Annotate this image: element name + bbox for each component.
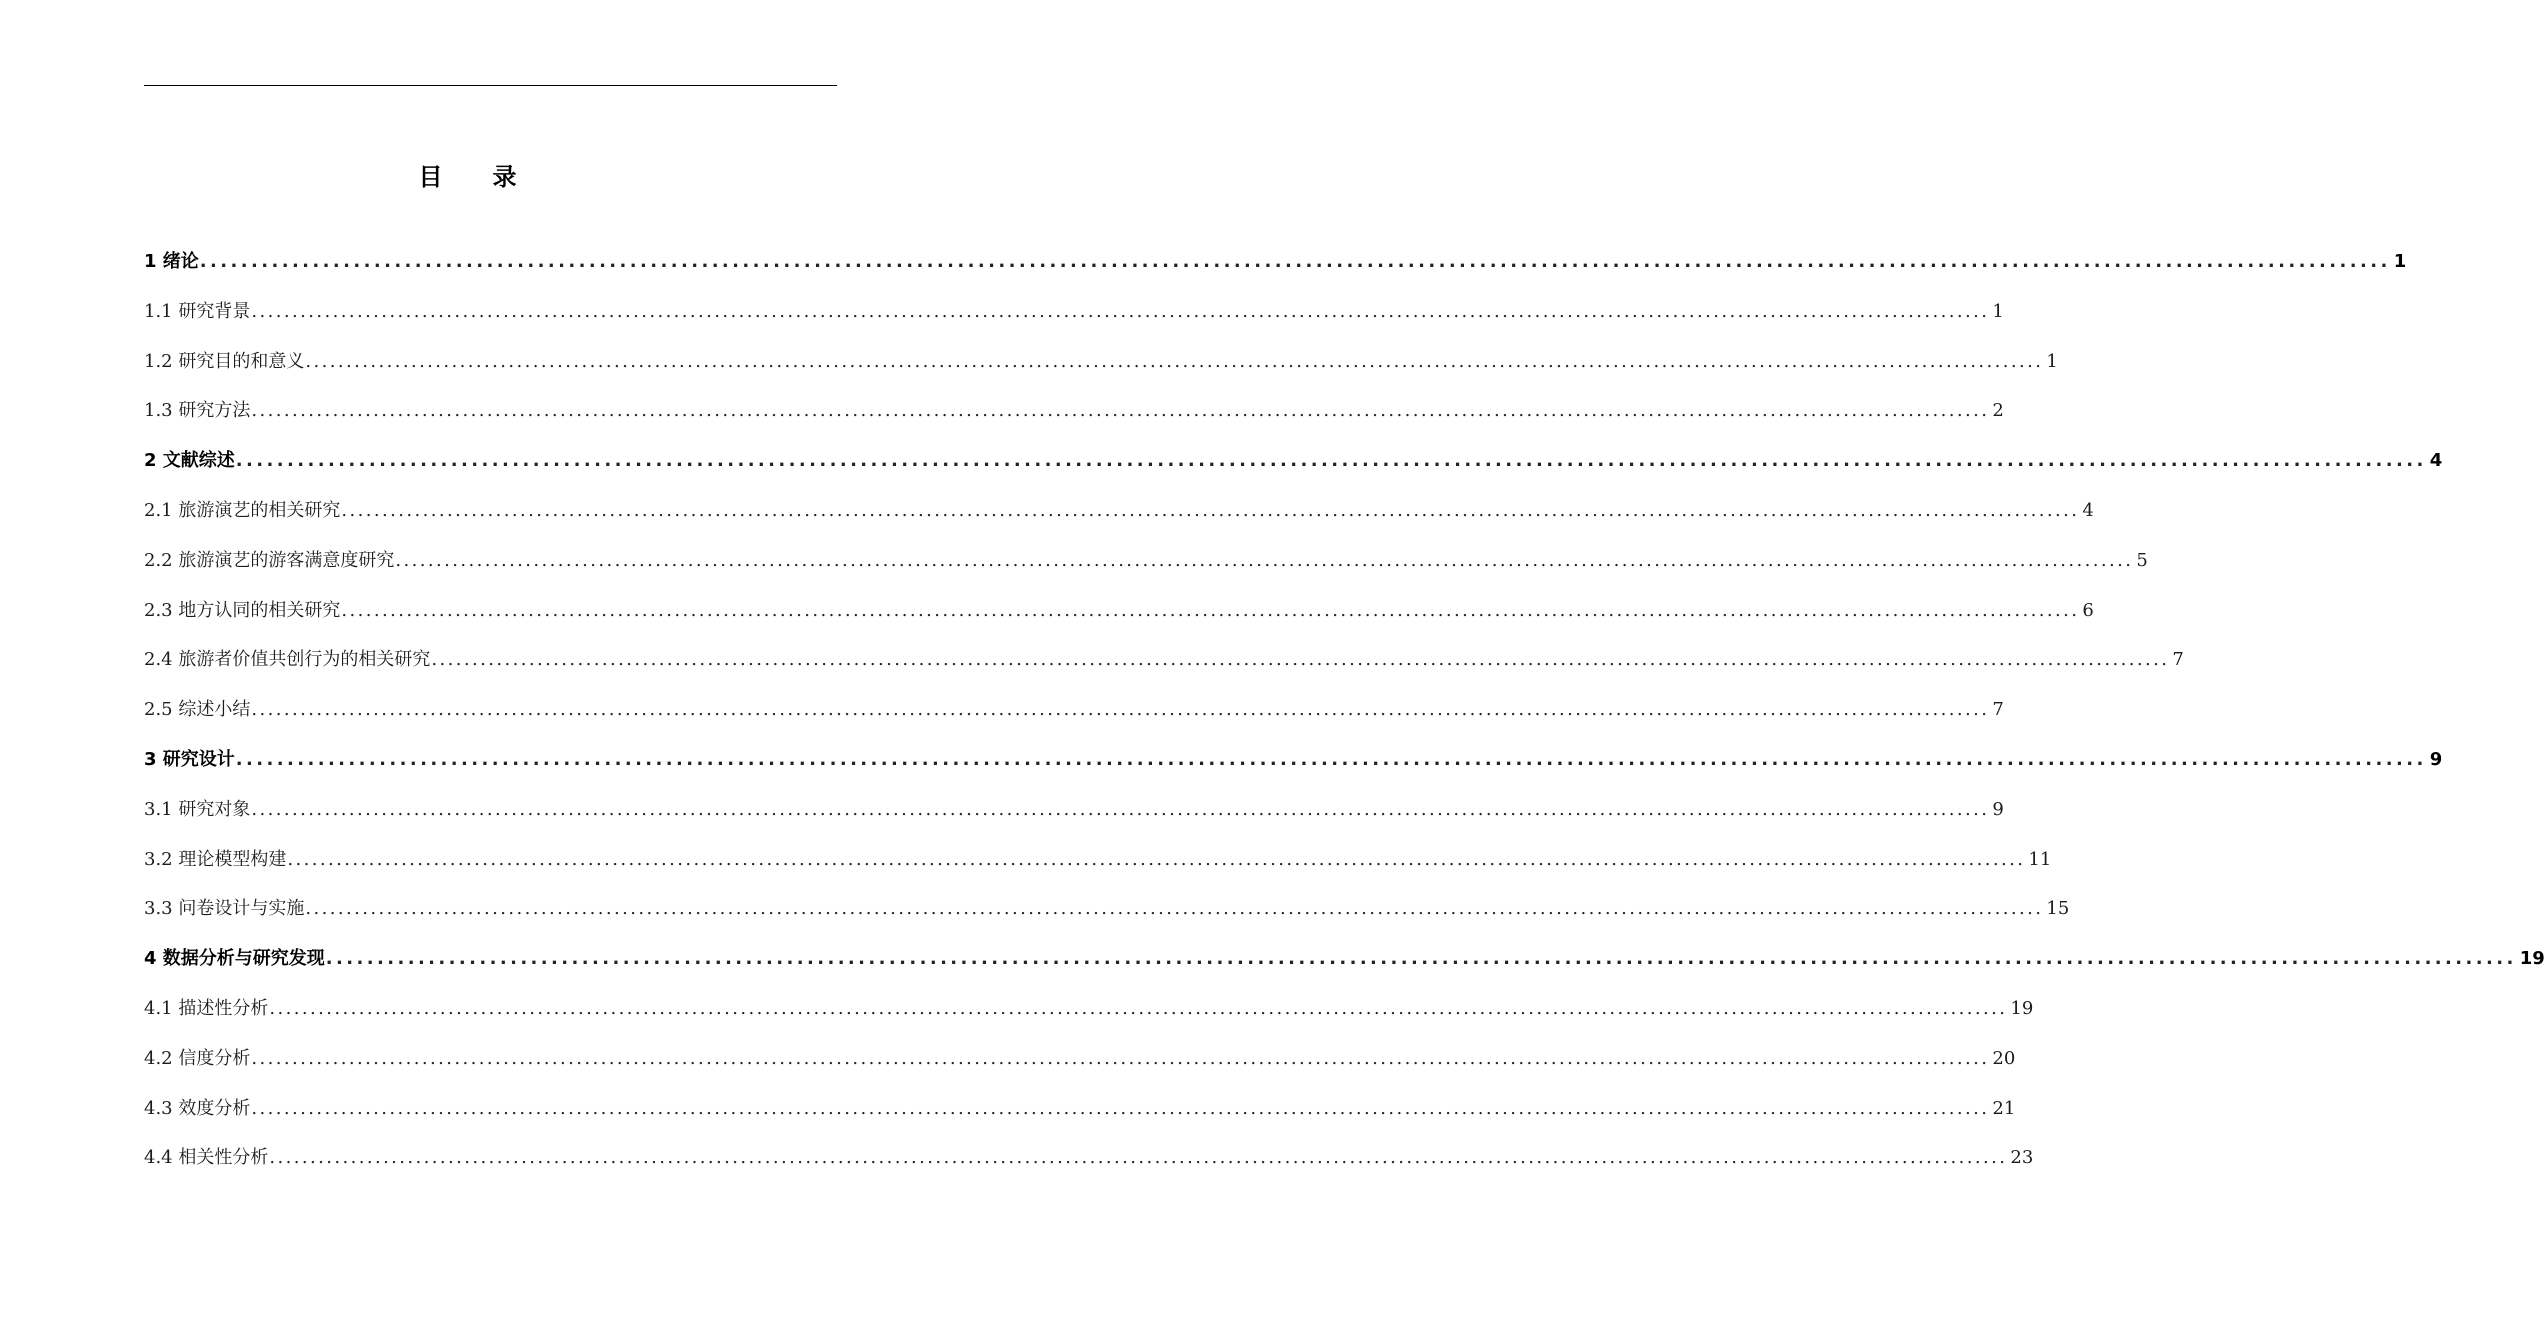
- toc-entry-page-number: 5: [2136, 549, 2148, 571]
- toc-entry-page-number: 20: [1992, 1047, 2016, 1069]
- toc-entry[interactable]: [144, 643, 2184, 693]
- toc-dot-leader: ......................................................................................................................................................................................................................: [431, 649, 2170, 671]
- toc-entry[interactable]: [144, 345, 2058, 395]
- toc-entry-page-number: 23: [2010, 1147, 2034, 1169]
- toc-entry[interactable]: [144, 295, 2004, 345]
- toc-entry-page-number: 15: [2046, 898, 2070, 920]
- toc-entry-label: 2.5 综述小结: [144, 699, 251, 721]
- toc-entry-label: 4.1 描述性分析: [144, 997, 269, 1019]
- toc-entry-label: 3.3 问卷设计与实施: [144, 898, 305, 920]
- toc-entry-label: 3.1 研究对象: [144, 798, 251, 820]
- toc-entry[interactable]: [144, 1092, 2016, 1142]
- toc-entry[interactable]: [144, 444, 2443, 494]
- toc-entry-page-number: 7: [1992, 699, 2004, 721]
- toc-entry-label: 4.4 相关性分析: [144, 1147, 269, 1169]
- toc-entry-page-number: 19: [2519, 948, 2545, 970]
- toc-dot-leader: ......................................................................................................................................................................................................................: [235, 748, 2427, 770]
- toc-entry[interactable]: [144, 245, 2407, 295]
- toc-entry[interactable]: [144, 942, 2545, 992]
- toc-dot-leader: ......................................................................................................................................................................................................................: [251, 699, 1990, 721]
- toc-dot-leader: ......................................................................................................................................................................................................................: [395, 549, 2134, 571]
- toc-entry-label: 1.2 研究目的和意义: [144, 350, 305, 372]
- toc-entry[interactable]: [144, 494, 2094, 544]
- toc-dot-leader: ......................................................................................................................................................................................................................: [305, 350, 2044, 372]
- toc-entry-label: 2.3 地方认同的相关研究: [144, 599, 341, 621]
- toc-entry[interactable]: [144, 544, 2148, 594]
- toc-dot-leader: ......................................................................................................................................................................................................................: [325, 948, 2517, 970]
- toc-entry-label: 3 研究设计: [144, 748, 235, 770]
- toc-entry[interactable]: [144, 1141, 2034, 1191]
- toc-entry-label: 4 数据分析与研究发现: [144, 948, 325, 970]
- toc-dot-leader: ......................................................................................................................................................................................................................: [251, 300, 1990, 322]
- toc-entry[interactable]: [144, 992, 2034, 1042]
- toc-dot-leader: ......................................................................................................................................................................................................................: [269, 997, 2008, 1019]
- toc-entry-page-number: 9: [1992, 798, 2004, 820]
- toc-entry-page-number: 21: [1992, 1097, 2016, 1119]
- toc-entry-page-number: 1: [1992, 300, 2004, 322]
- toc-entry-page-number: 4: [2429, 450, 2443, 472]
- toc-entry-label: 4.2 信度分析: [144, 1047, 251, 1069]
- toc-entry-label: 1.3 研究方法: [144, 400, 251, 422]
- toc-entry-label: 2.1 旅游演艺的相关研究: [144, 499, 341, 521]
- toc-entry[interactable]: [144, 843, 2052, 893]
- toc-entry-page-number: 4: [2082, 499, 2094, 521]
- toc-entry-label: 1 绪论: [144, 251, 199, 272]
- toc-entry[interactable]: [144, 394, 2004, 444]
- toc-entry-page-number: 1: [2046, 350, 2058, 372]
- toc-entry[interactable]: [144, 892, 2070, 942]
- toc-entry-label: 2.2 旅游演艺的游客满意度研究: [144, 549, 395, 571]
- header-rule: [144, 85, 837, 86]
- toc-title: 目录: [418, 163, 567, 191]
- toc-dot-leader: ......................................................................................................................................................................................................................: [251, 400, 1990, 422]
- toc-entry-page-number: 2: [1992, 400, 2004, 422]
- toc-entry-label: 2 文献综述: [144, 450, 235, 472]
- toc-dot-leader: ......................................................................................................................................................................................................................: [251, 1097, 1990, 1119]
- toc-entry-page-number: 1: [2393, 251, 2407, 272]
- toc-dot-leader: ......................................................................................................................................................................................................................: [341, 599, 2080, 621]
- toc-dot-leader: ......................................................................................................................................................................................................................: [287, 848, 2026, 870]
- toc-entry[interactable]: [144, 693, 2004, 743]
- toc-entry-label: 4.3 效度分析: [144, 1097, 251, 1119]
- toc-entry-page-number: 19: [2010, 997, 2034, 1019]
- toc-entry-page-number: 11: [2028, 848, 2052, 870]
- toc-entry[interactable]: [144, 594, 2094, 644]
- toc-dot-leader: ......................................................................................................................................................................................................................: [341, 499, 2080, 521]
- toc-dot-leader: ......................................................................................................................................................................................................................: [251, 798, 1990, 820]
- toc-entry[interactable]: [144, 1042, 2016, 1092]
- toc-entry-page-number: 9: [2429, 748, 2443, 770]
- toc-entry[interactable]: [144, 793, 2004, 843]
- toc-entry[interactable]: [144, 743, 2443, 793]
- toc-dot-leader: ......................................................................................................................................................................................................................: [199, 251, 2391, 272]
- toc-entry-page-number: 6: [2082, 599, 2094, 621]
- toc-entry-label: 1.1 研究背景: [144, 300, 251, 322]
- toc-entry-page-number: 7: [2172, 649, 2184, 671]
- toc-entry-label: 2.4 旅游者价值共创行为的相关研究: [144, 649, 431, 671]
- toc-dot-leader: ......................................................................................................................................................................................................................: [235, 450, 2427, 472]
- toc-dot-leader: ......................................................................................................................................................................................................................: [251, 1047, 1990, 1069]
- toc-dot-leader: ......................................................................................................................................................................................................................: [305, 898, 2044, 920]
- toc-entry-label: 3.2 理论模型构建: [144, 848, 287, 870]
- table-of-contents: [144, 245, 2545, 1191]
- toc-dot-leader: ......................................................................................................................................................................................................................: [269, 1147, 2008, 1169]
